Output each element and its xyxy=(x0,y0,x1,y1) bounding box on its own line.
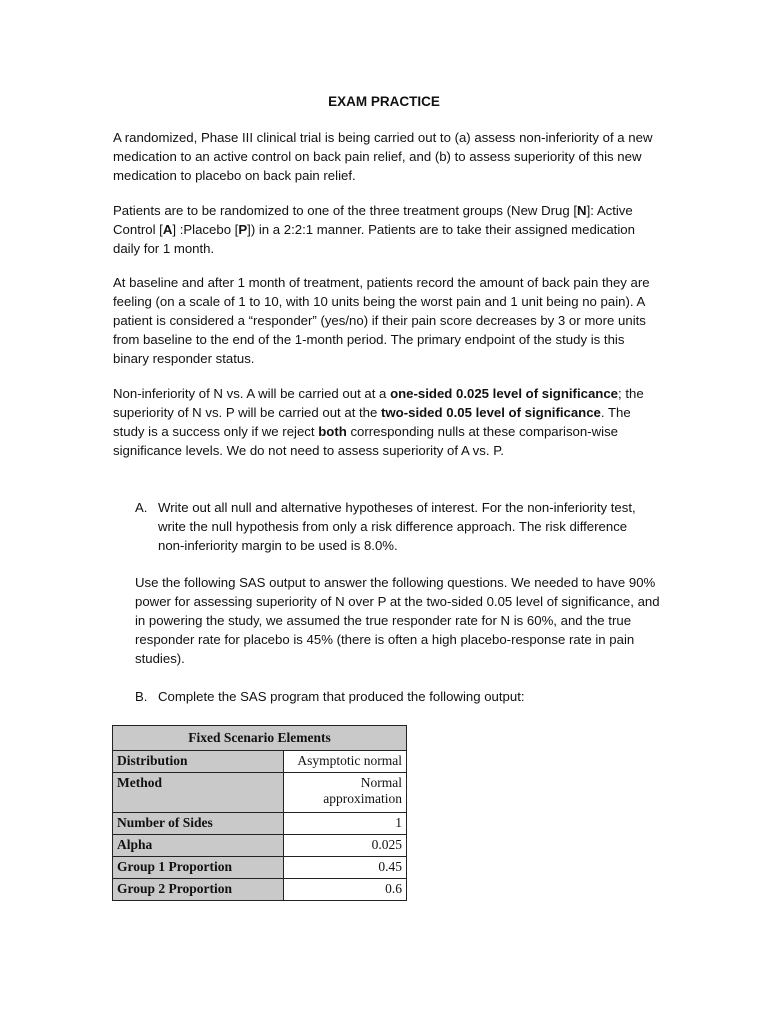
p4-text-d: corresponding nulls at these comparison-wise significance levels. We do not need to assess superiority of A vs. P. xyxy=(113,424,618,458)
row-label: Group 2 Proportion xyxy=(113,879,284,901)
row-label: Method xyxy=(113,773,284,813)
p4-two-sided-bold: two-sided 0.05 level of significance xyxy=(381,405,601,420)
table-row xyxy=(113,751,407,773)
table-row xyxy=(113,857,407,879)
row-value: 0.6 xyxy=(284,879,407,901)
row-value: 1 xyxy=(284,813,407,835)
p4-text-a: Non-inferiority of N vs. A will be carried out at a xyxy=(113,386,391,401)
significance-paragraph xyxy=(113,384,658,460)
p2-text-c: ] :Placebo [ xyxy=(172,222,239,237)
question-b xyxy=(135,687,655,706)
sas-intro-paragraph: Use the following SAS output to answer the following questions. We needed to have 90% power for assessing superiority of N over P at the two-sided 0.05 level of significance, and in powering the study, we assumed the true responder rate for N is 60%, and the true responder rate for placebo is 45% (there is often a high placebo-response rate in pain studies). xyxy=(135,575,660,666)
table-row xyxy=(113,835,407,857)
question-a-marker: A. xyxy=(135,500,148,515)
row-value: 0.025 xyxy=(284,835,407,857)
question-a-text: Write out all null and alternative hypotheses of interest. For the non-inferiority test, write the null hypothesis from only a risk difference approach. The risk difference non-inferiority margin to be used is 8.0%. xyxy=(158,500,636,553)
table-row xyxy=(113,879,407,901)
p2-text-a: Patients are to be randomized to one of the three treatment groups (New Drug [ xyxy=(113,203,578,218)
endpoint-paragraph: At baseline and after 1 month of treatment, patients record the amount of back pain they are feeling (on a scale of 1 to 10, with 10 units being the worst pain and 1 unit being no pain). A patient is considered a “responder” (yes/no) if their pain score decreases by 3 or more units from baseline to the end of the 1-month period. The primary endpoint of the study is this binary responder status. xyxy=(113,275,650,366)
sas-output-table xyxy=(112,725,407,901)
p4-one-sided-bold: one-sided 0.025 level of significance xyxy=(390,386,618,401)
question-b-text: Complete the SAS program that produced the following output: xyxy=(158,689,525,704)
row-label: Distribution xyxy=(113,751,284,773)
p2-active-control-code: A xyxy=(162,222,173,237)
table-row xyxy=(113,813,407,835)
row-label: Group 1 Proportion xyxy=(113,857,284,879)
p4-text-c: . The study is a success only if we reject xyxy=(113,405,631,439)
p2-placebo-code: P xyxy=(238,222,248,237)
p2-new-drug-code: N xyxy=(577,203,587,218)
question-a xyxy=(135,498,655,555)
p2-text-d: ]) in a 2:2:1 manner. Patients are to take their assigned medication daily for 1 month. xyxy=(113,222,635,256)
page-title: EXAM PRACTICE xyxy=(328,94,440,109)
row-value: Asymptotic normal xyxy=(284,751,407,773)
row-value: 0.45 xyxy=(284,857,407,879)
question-b-marker: B. xyxy=(135,689,148,704)
p2-text-b: ]: Active Control [ xyxy=(113,203,633,237)
intro-paragraph: A randomized, Phase III clinical trial is being carried out to (a) assess non-inferiority of a new medication to an active control on back pain relief, and (b) to assess superiority of this new medication to placebo on back pain relief. xyxy=(113,130,653,183)
table-row xyxy=(113,773,407,813)
p4-both-bold: both xyxy=(318,424,347,439)
row-value: Normal approximation xyxy=(284,773,407,813)
table-header: Fixed Scenario Elements xyxy=(113,726,407,751)
row-label: Alpha xyxy=(113,835,284,857)
row-label: Number of Sides xyxy=(113,813,284,835)
randomization-paragraph xyxy=(113,201,658,258)
p4-text-b: ; the superiority of N vs. P will be carried out at the xyxy=(113,386,644,420)
